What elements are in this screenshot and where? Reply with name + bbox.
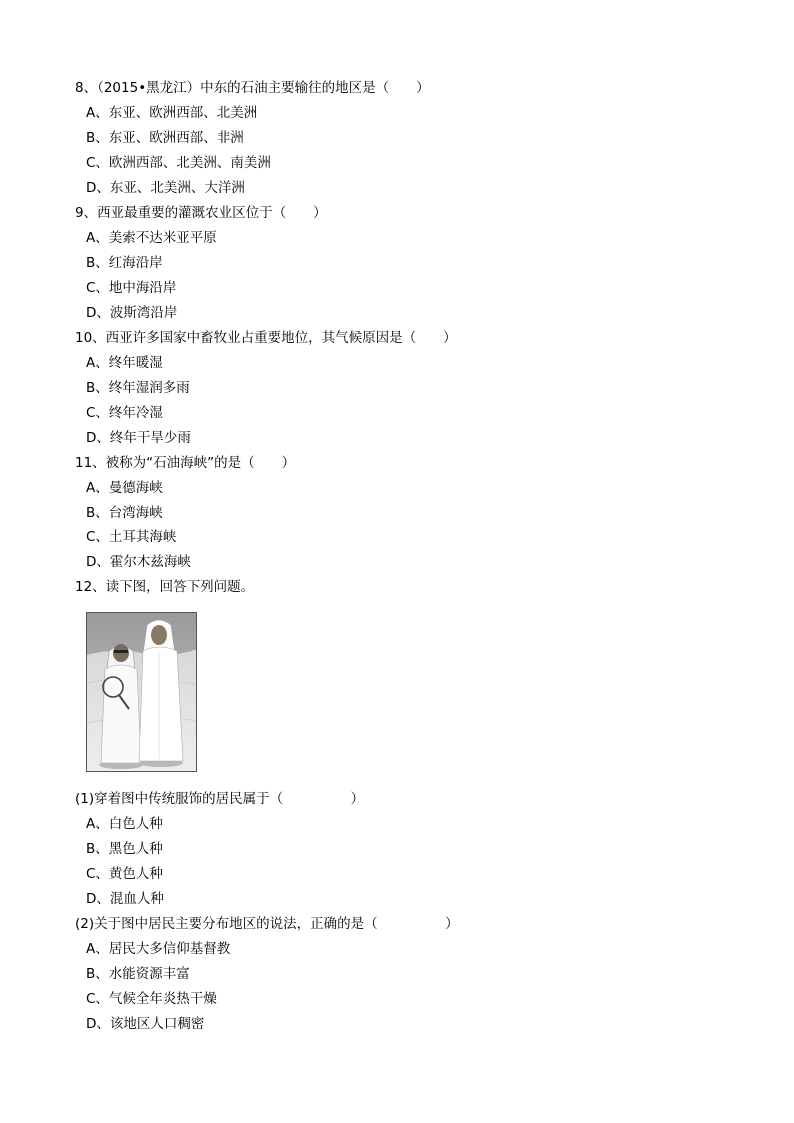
sub-question-1-stem: (1)穿着图中传统服饰的居民属于（ ）: [75, 791, 365, 807]
sub-question-1-option-b: B、黑色人种: [86, 841, 163, 857]
question-8-stem: 8、（2015•黑龙江）中东的石油主要输往的地区是（ ）: [75, 80, 430, 96]
question-12-stem: 12、读下图，回答下列问题。: [75, 579, 255, 595]
sub-question-1-option-d: D、混血人种: [86, 891, 164, 907]
question-8-option-c: C、欧洲西部、北美洲、南美洲: [86, 155, 271, 171]
question-9-option-b: B、红海沿岸: [86, 255, 163, 271]
question-10-option-a: A、终年暖湿: [86, 355, 163, 371]
sub-question-2-stem: (2)关于图中居民主要分布地区的说法，正确的是（ ）: [75, 916, 459, 932]
question-9-option-c: C、地中海沿岸: [86, 280, 177, 296]
question-9-option-a: A、美索不达米亚平原: [86, 230, 217, 246]
question-11-stem: 11、被称为“石油海峡”的是（ ）: [75, 455, 296, 471]
question-8-option-d: D、东亚、北美洲、大洋洲: [86, 180, 245, 196]
question-11-option-d: D、霍尔木兹海峡: [86, 554, 191, 570]
question-9-stem: 9、西亚最重要的灌溉农业区位于（ ）: [75, 205, 327, 221]
question-8-option-b: B、东亚、欧洲西部、非洲: [86, 130, 244, 146]
question-10-stem: 10、西亚许多国家中畜牧业占重要地位，其气候原因是（ ）: [75, 330, 457, 346]
sub-question-1-option-c: C、黄色人种: [86, 866, 163, 882]
question-10-option-c: C、终年冷湿: [86, 405, 163, 421]
question-11-option-c: C、土耳其海峡: [86, 529, 177, 545]
question-11-option-b: B、台湾海峡: [86, 505, 163, 521]
question-10-option-d: D、终年干旱少雨: [86, 430, 191, 446]
question-11-option-a: A、曼德海峡: [86, 480, 163, 496]
sub-question-2-option-c: C、气候全年炎热干燥: [86, 991, 217, 1007]
sub-question-1-option-a: A、白色人种: [86, 816, 163, 832]
sub-question-2-option-b: B、水能资源丰富: [86, 966, 190, 982]
sub-question-2-option-d: D、该地区人口稠密: [86, 1016, 205, 1032]
question-9-option-d: D、波斯湾沿岸: [86, 305, 178, 321]
photo-two-men-desert: [86, 612, 197, 772]
photo-illustration: [87, 613, 197, 772]
question-10-option-b: B、终年湿润多雨: [86, 380, 190, 396]
sub-question-2-option-a: A、居民大多信仰基督教: [86, 941, 231, 957]
question-8-option-a: A、东亚、欧洲西部、北美洲: [86, 105, 258, 121]
